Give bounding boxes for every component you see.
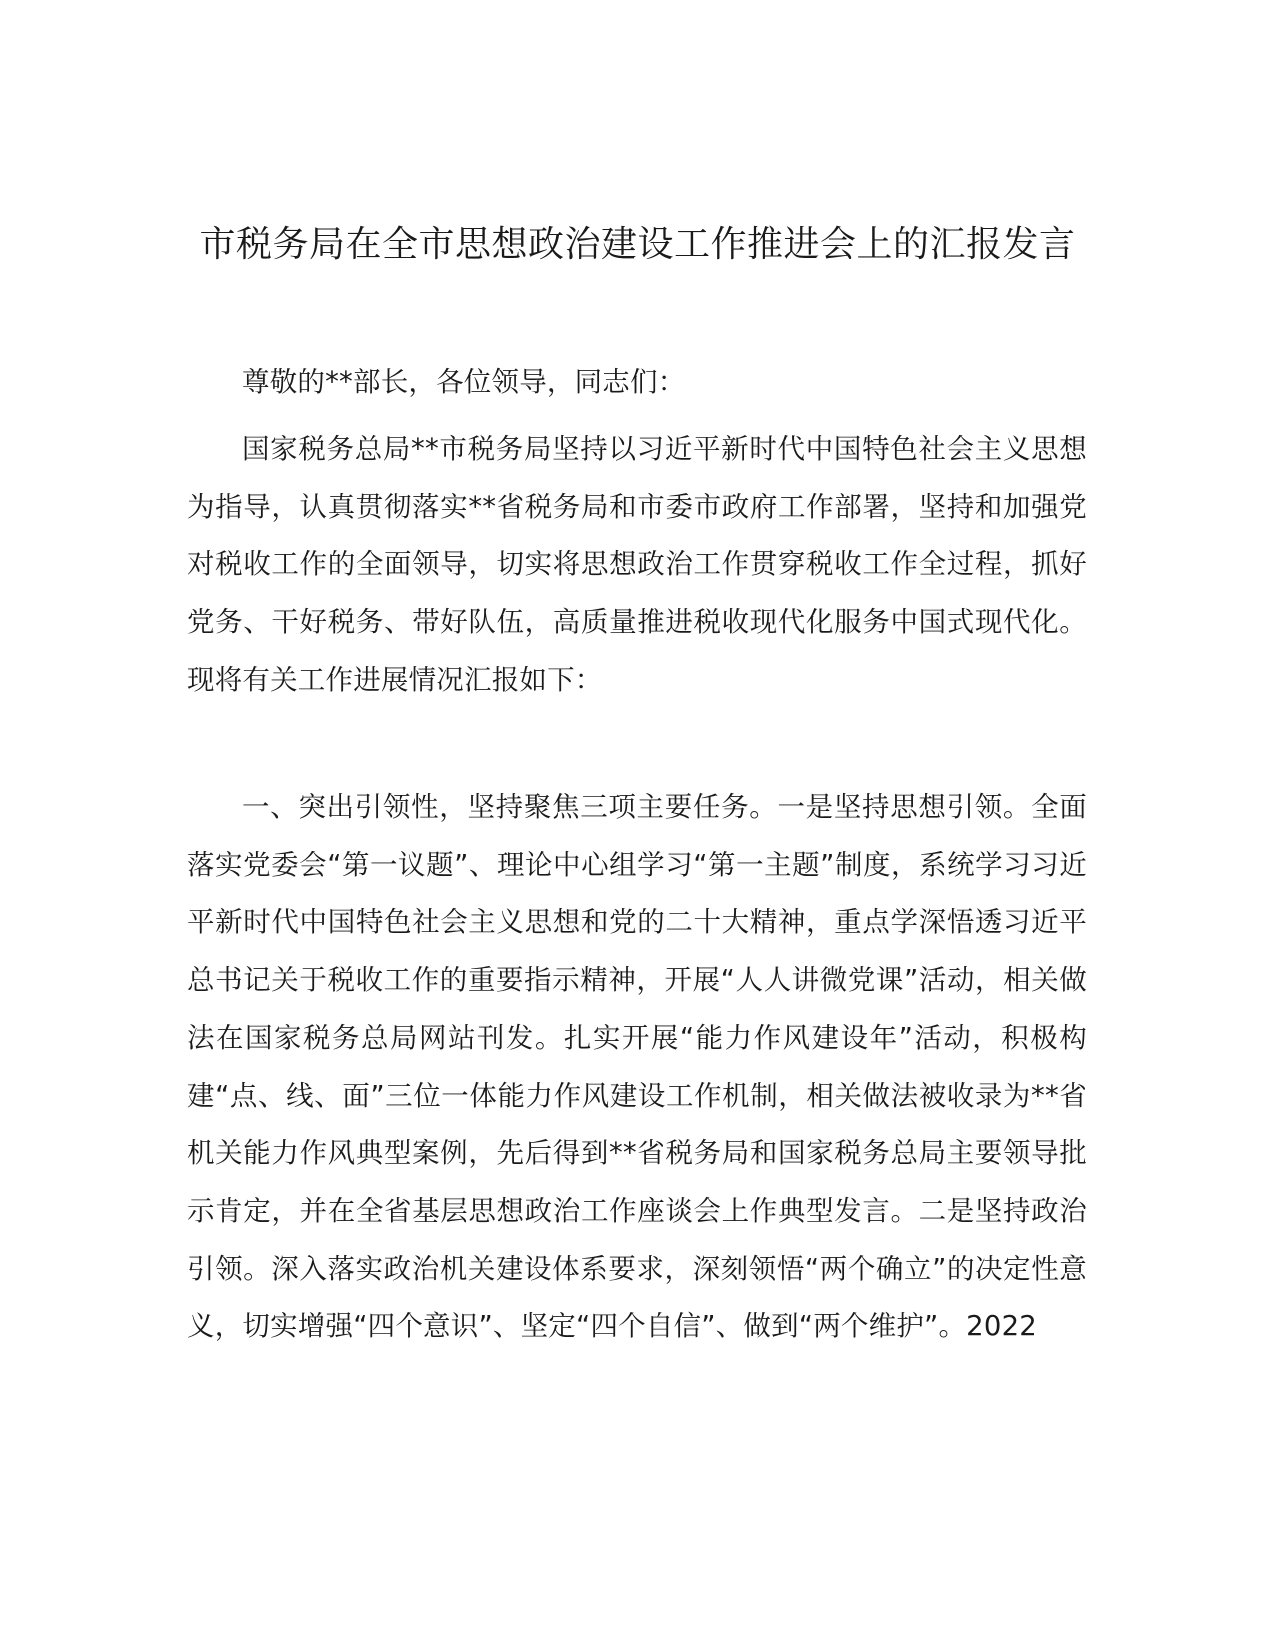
paragraph-section-one: 一、突出引领性，坚持聚焦三项主要任务。一是坚持思想引领。全面落实党委会“第一议题”、理论中心组学习“第一主题”制度，系统学习习近平新时代中国特色社会主义思想和党的二十大精神，重点学深悟透习近平总书记关于税收工作的重要指示精神，开展“人人讲微党课”活动，相关做法在国家税务总局网站刊发。扎实开展“能力作风建设年”活动，积极构建“点、线、面”三位一体能力作风建设工作机制，相关做法被收录为**省机关能力作风典型案例，先后得到**省税务局和国家税务总局主要领导批示肯定，并在全省基层思想政治工作座谈会上作典型发言。二是坚持政治引领。深入落实政治机关建设体系要求，深刻领悟“两个确立”的决定性意义，切实增强“四个意识”、坚定“四个自信”、做到“两个维护”。2022 xyxy=(187,791,1087,1343)
paragraph-intro: 国家税务总局**市税务局坚持以习近平新时代中国特色社会主义思想为指导，认真贯彻落实**省税务局和市委市政府工作部署，坚持和加强党对税收工作的全面领导，切实将思想政治工作贯穿税收工作全过程，抓好党务、干好税务、带好队伍，高质量推进税收现代化服务中国式现代化。现将有关工作进展情况汇报如下： xyxy=(187,433,1087,696)
salutation: 尊敬的**部长，各位领导，同志们： xyxy=(242,366,686,398)
document-title: 市税务局在全市思想政治建设工作推进会上的汇报发言 xyxy=(199,224,1076,265)
